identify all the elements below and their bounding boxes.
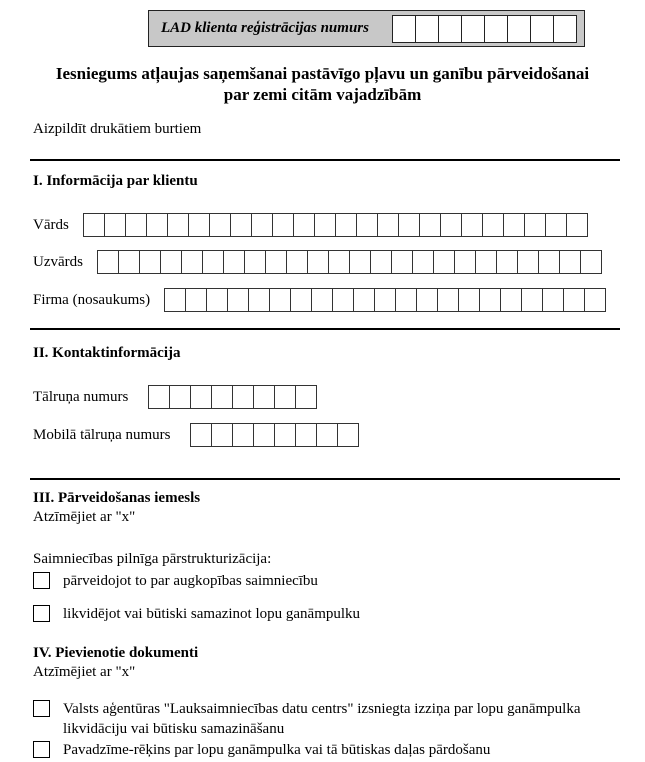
form-title	[0, 63, 645, 105]
mobile-phone-label: Mobilā tālruņa numurs	[33, 426, 171, 443]
phone-input-cell[interactable]	[274, 385, 296, 409]
company-input-cell[interactable]	[563, 288, 585, 312]
name-input-cell[interactable]	[335, 213, 357, 237]
company-input-cell[interactable]	[311, 288, 333, 312]
mobile-phone-input-cell[interactable]	[316, 423, 338, 447]
surname-input-cell[interactable]	[517, 250, 539, 274]
company-input-cell[interactable]	[206, 288, 228, 312]
ldc-certificate-label: Valsts aģentūras "Lauksaimniecības datu centrs" izsniegta izziņa par lopu ganāmpulka likvidāciju vai būtisku samazināšanu	[63, 701, 581, 737]
surname-input-cell[interactable]	[139, 250, 161, 274]
herd-liquidation-label: likvidējot vai būtiski samazinot lopu ganāmpulku	[63, 606, 361, 622]
surname-field-row	[33, 250, 602, 274]
restructure-crop-label: pārveidojot to par augkopības saimniecību	[63, 573, 318, 589]
company-input-cell[interactable]	[395, 288, 417, 312]
section-2-heading: II. Kontaktinformācija	[33, 345, 181, 361]
surname-input-cell[interactable]	[307, 250, 329, 274]
herd-liquidation-checkbox[interactable]	[33, 605, 50, 622]
section-4-mark-note: Atzīmējiet ar "x"	[33, 664, 136, 680]
surname-input-cell[interactable]	[160, 250, 182, 274]
name-input-cell[interactable]	[272, 213, 294, 237]
section-3-heading: III. Pārveidošanas iemesls	[33, 490, 201, 506]
surname-input-cell[interactable]	[370, 250, 392, 274]
surname-input-cell[interactable]	[538, 250, 560, 274]
name-input-cell[interactable]	[125, 213, 147, 237]
registration-number-cell[interactable]	[461, 15, 485, 43]
name-field-row	[33, 213, 588, 237]
phone-input-cell[interactable]	[232, 385, 254, 409]
mobile-phone-input-cell[interactable]	[274, 423, 296, 447]
mobile-phone-input-cell[interactable]	[232, 423, 254, 447]
name-input-cell[interactable]	[545, 213, 567, 237]
company-label: Firma (nosaukums)	[33, 291, 151, 308]
company-input-cell[interactable]	[248, 288, 270, 312]
invoice-label: Pavadzīme-rēķins par lopu ganāmpulka vai tā būtiskas daļas pārdošanu	[63, 742, 491, 758]
mobile-phone-input-cell[interactable]	[190, 423, 212, 447]
registration-number-cell[interactable]	[507, 15, 531, 43]
name-input-cell[interactable]	[503, 213, 525, 237]
registration-number-cell[interactable]	[392, 15, 416, 43]
name-label: Vārds	[33, 216, 69, 233]
company-input-cell[interactable]	[227, 288, 249, 312]
phone-input-cell[interactable]	[253, 385, 275, 409]
ldc-certificate-checkbox[interactable]	[33, 700, 50, 717]
surname-cells	[97, 250, 602, 274]
surname-input-cell[interactable]	[349, 250, 371, 274]
phone-input-cell[interactable]	[211, 385, 233, 409]
company-input-cell[interactable]	[185, 288, 207, 312]
surname-label: Uzvārds	[33, 253, 83, 270]
name-input-cell[interactable]	[566, 213, 588, 237]
surname-input-cell[interactable]	[118, 250, 140, 274]
registration-number-cell[interactable]	[438, 15, 462, 43]
company-input-cell[interactable]	[332, 288, 354, 312]
lad-client-number-cells	[392, 15, 577, 43]
lad-client-number-label: LAD klienta reģistrācijas numurs	[161, 20, 369, 36]
surname-input-cell[interactable]	[391, 250, 413, 274]
name-input-cell[interactable]	[188, 213, 210, 237]
registration-number-cell[interactable]	[530, 15, 554, 43]
name-input-cell[interactable]	[398, 213, 420, 237]
registration-number-cell[interactable]	[553, 15, 577, 43]
invoice-checkbox[interactable]	[33, 741, 50, 758]
registration-number-cell[interactable]	[484, 15, 508, 43]
phone-label: Tālruņa numurs	[33, 388, 129, 405]
surname-input-cell[interactable]	[202, 250, 224, 274]
name-input-cell[interactable]	[293, 213, 315, 237]
surname-input-cell[interactable]	[223, 250, 245, 274]
company-input-cell[interactable]	[374, 288, 396, 312]
name-input-cell[interactable]	[230, 213, 252, 237]
registration-number-cell[interactable]	[415, 15, 439, 43]
company-input-cell[interactable]	[353, 288, 375, 312]
mobile-phone-field-row	[33, 423, 359, 447]
surname-input-cell[interactable]	[97, 250, 119, 274]
company-input-cell[interactable]	[437, 288, 459, 312]
name-input-cell[interactable]	[209, 213, 231, 237]
name-input-cell[interactable]	[251, 213, 273, 237]
surname-input-cell[interactable]	[244, 250, 266, 274]
restructure-group-label: Saimniecības pilnīga pārstrukturizācija:	[33, 551, 272, 567]
form-title-line1: Iesniegums atļaujas saņemšanai pastāvīgo pļavu un ganību pārveidošanai	[55, 64, 590, 83]
name-input-cell[interactable]	[461, 213, 483, 237]
section-divider	[30, 159, 620, 161]
name-input-cell[interactable]	[440, 213, 462, 237]
name-input-cell[interactable]	[419, 213, 441, 237]
surname-input-cell[interactable]	[475, 250, 497, 274]
company-input-cell[interactable]	[458, 288, 480, 312]
form-title-line2: par zemi citām vajadzībām	[223, 85, 422, 104]
section-divider	[30, 328, 620, 330]
surname-input-cell[interactable]	[286, 250, 308, 274]
mobile-phone-input-cell[interactable]	[253, 423, 275, 447]
surname-input-cell[interactable]	[265, 250, 287, 274]
invoice-option	[33, 740, 618, 760]
herd-liquidation-option	[33, 604, 618, 624]
phone-input-cell[interactable]	[295, 385, 317, 409]
company-input-cell[interactable]	[584, 288, 606, 312]
phone-input-cell[interactable]	[190, 385, 212, 409]
section-divider	[30, 478, 620, 480]
surname-input-cell[interactable]	[454, 250, 476, 274]
company-input-cell[interactable]	[479, 288, 501, 312]
surname-input-cell[interactable]	[496, 250, 518, 274]
name-input-cell[interactable]	[314, 213, 336, 237]
phone-field-row	[33, 385, 317, 409]
company-input-cell[interactable]	[500, 288, 522, 312]
ldc-certificate-option	[33, 699, 618, 739]
lad-client-number-box	[148, 10, 585, 47]
surname-input-cell[interactable]	[559, 250, 581, 274]
fill-instruction: Aizpildīt drukātiem burtiem	[33, 121, 202, 137]
name-input-cell[interactable]	[83, 213, 105, 237]
phone-cells	[148, 385, 317, 409]
surname-input-cell[interactable]	[412, 250, 434, 274]
section-1-heading: I. Informācija par klientu	[33, 173, 198, 189]
company-cells	[164, 288, 606, 312]
name-input-cell[interactable]	[104, 213, 126, 237]
company-input-cell[interactable]	[521, 288, 543, 312]
phone-input-cell[interactable]	[169, 385, 191, 409]
name-input-cell[interactable]	[146, 213, 168, 237]
mobile-phone-input-cell[interactable]	[211, 423, 233, 447]
surname-input-cell[interactable]	[328, 250, 350, 274]
restructure-crop-option	[33, 571, 618, 591]
section-3-mark-note: Atzīmējiet ar "x"	[33, 509, 136, 525]
company-input-cell[interactable]	[269, 288, 291, 312]
restructure-crop-checkbox[interactable]	[33, 572, 50, 589]
company-input-cell[interactable]	[164, 288, 186, 312]
surname-input-cell[interactable]	[181, 250, 203, 274]
mobile-phone-input-cell[interactable]	[295, 423, 317, 447]
name-input-cell[interactable]	[377, 213, 399, 237]
mobile-phone-cells	[190, 423, 359, 447]
mobile-phone-input-cell[interactable]	[337, 423, 359, 447]
name-input-cell[interactable]	[524, 213, 546, 237]
company-input-cell[interactable]	[416, 288, 438, 312]
name-input-cell[interactable]	[482, 213, 504, 237]
section-4-heading: IV. Pievienotie dokumenti	[33, 645, 199, 661]
phone-input-cell[interactable]	[148, 385, 170, 409]
name-cells	[83, 213, 588, 237]
surname-input-cell[interactable]	[433, 250, 455, 274]
surname-input-cell[interactable]	[580, 250, 602, 274]
name-input-cell[interactable]	[167, 213, 189, 237]
name-input-cell[interactable]	[356, 213, 378, 237]
company-input-cell[interactable]	[290, 288, 312, 312]
company-input-cell[interactable]	[542, 288, 564, 312]
company-field-row	[33, 288, 606, 312]
